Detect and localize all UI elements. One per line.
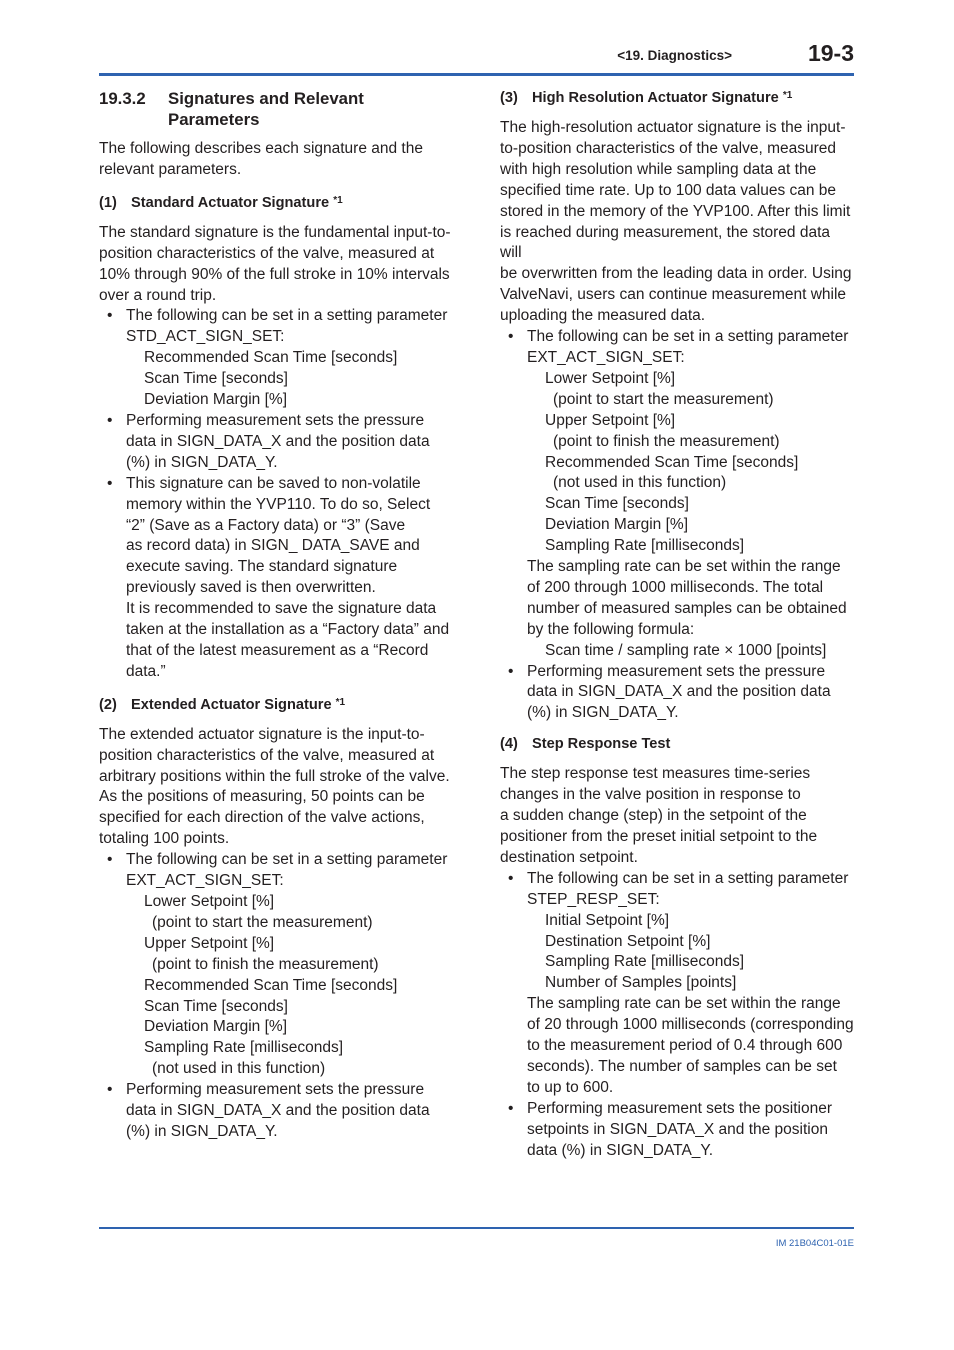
text-line: memory within the YVP110. To do so, Select xyxy=(126,495,431,513)
text-line: STEP_RESP_SET: xyxy=(527,890,660,908)
text-line: stored in the memory of the YVP100. After this limit xyxy=(500,202,851,220)
bullet-item xyxy=(99,306,453,411)
text-line: position characteristics of the valve, measured at xyxy=(99,746,435,764)
footer-rule xyxy=(99,1227,854,1229)
left-column xyxy=(99,86,453,1143)
text-line: data.” xyxy=(126,662,166,680)
text-line: data in SIGN_DATA_X and the position data xyxy=(126,432,430,450)
text-line: changes in the valve position in response to xyxy=(500,786,801,804)
header-rule xyxy=(99,73,854,76)
parameter-item: Lower Setpoint [%] xyxy=(144,893,275,910)
subsection-heading xyxy=(500,734,854,754)
subsection-number: (4) xyxy=(500,736,518,753)
text-line: specified time rate. Up to 100 data values can be xyxy=(500,181,837,199)
subsection-heading xyxy=(500,86,854,108)
text-line: relevant parameters. xyxy=(99,160,242,178)
document-id: IM 21B04C01-01E xyxy=(775,1238,854,1249)
bullet-item xyxy=(500,662,854,725)
chapter-header: <19. Diagnostics> xyxy=(617,48,732,63)
bullet-icon: • xyxy=(508,869,514,887)
text-line: to the measurement period of 0.4 through 600 xyxy=(527,1037,843,1055)
parameter-note: (not used in this function) xyxy=(553,474,727,492)
text-line: The step response test measures time-series xyxy=(500,765,811,783)
bullet-icon: • xyxy=(107,1081,113,1099)
text-line: The standard signature is the fundamental input-to- xyxy=(99,223,451,241)
bullet-icon: • xyxy=(508,1099,514,1117)
text-line: position characteristics of the valve, measured at xyxy=(99,244,435,262)
paragraph xyxy=(99,223,453,307)
text-line: by the following formula: xyxy=(527,620,695,638)
bullet-icon: • xyxy=(508,328,514,346)
subsection-heading xyxy=(99,693,453,715)
subsection-title: High Resolution Actuator Signature xyxy=(532,90,783,106)
parameter-item: Deviation Margin [%] xyxy=(144,391,288,409)
parameter-item: Sampling Rate [milliseconds] xyxy=(144,1039,344,1057)
section-title-line: Signatures and Relevant xyxy=(168,89,364,108)
text-line: 10% through 90% of the full stroke in 10% intervals xyxy=(99,265,450,283)
footnote-mark: *1 xyxy=(333,194,343,206)
parameter-item: Sampling Rate [milliseconds] xyxy=(545,953,745,971)
text-line: It is recommended to save the signature data xyxy=(126,600,437,618)
subsection-title: Standard Actuator Signature xyxy=(131,194,334,211)
text-line: to up to 600. xyxy=(527,1078,614,1096)
subsection-number: (1) xyxy=(99,194,117,211)
parameter-note: (point to start the measurement) xyxy=(152,913,373,931)
text-line: STD_ACT_SIGN_SET: xyxy=(126,328,285,346)
parameter-item: Scan Time [seconds] xyxy=(545,495,689,513)
text-line: of 200 through 1000 milliseconds. The total xyxy=(527,578,824,596)
parameter-item: Recommended Scan Time [seconds] xyxy=(144,349,398,367)
text-line: as record data) in SIGN_ DATA_SAVE and xyxy=(126,537,420,555)
bullet-icon: • xyxy=(107,307,113,325)
subsection-number: (2) xyxy=(99,696,117,713)
text-line: totaling 100 points. xyxy=(99,830,230,848)
formula: Scan time / sampling rate × 1000 [points] xyxy=(545,641,827,659)
section-title xyxy=(99,88,453,130)
text-line: The sampling rate can be set within the range xyxy=(527,558,841,576)
text-line: The following can be set in a setting parameter xyxy=(527,328,849,346)
parameter-item: Recommended Scan Time [seconds] xyxy=(545,453,799,471)
text-line: positioner from the preset initial setpoint to the xyxy=(500,828,818,845)
bullet-item xyxy=(99,850,453,1080)
text-line: The sampling rate can be set within the range xyxy=(527,995,841,1013)
text-line: over a round trip. xyxy=(99,286,217,304)
text-line: arbitrary positions within the full stroke of the valve. xyxy=(99,767,450,785)
subsection-number: (3) xyxy=(500,90,518,106)
parameter-item: Deviation Margin [%] xyxy=(545,516,689,534)
bullet-item xyxy=(99,411,453,474)
bullet-item xyxy=(99,474,453,683)
text-line: setpoints in SIGN_DATA_X and the position xyxy=(527,1120,828,1138)
bullet-icon: • xyxy=(107,474,113,492)
text-line: The high-resolution actuator signature is the input- xyxy=(500,119,846,136)
parameter-item: Recommended Scan Time [seconds] xyxy=(144,976,398,994)
text-line: number of measured samples can be obtained xyxy=(527,599,847,617)
parameter-item: Initial Setpoint [%] xyxy=(545,911,670,929)
text-line: Performing measurement sets the pressure xyxy=(527,662,826,680)
text-line: be overwritten from the leading data in order. Using xyxy=(500,265,852,283)
section-title-line: Parameters xyxy=(168,110,260,129)
text-line: (%) in SIGN_DATA_Y. xyxy=(527,704,679,722)
right-column xyxy=(500,86,854,1162)
bullet-icon: • xyxy=(508,662,514,680)
bullet-item xyxy=(500,327,854,662)
text-line: (%) in SIGN_DATA_Y. xyxy=(126,453,278,471)
text-line: (%) in SIGN_DATA_Y. xyxy=(126,1122,278,1140)
text-line: that of the latest measurement as a “Record xyxy=(126,641,429,659)
text-line: execute saving. The standard signature xyxy=(126,558,398,576)
parameter-item: Lower Setpoint [%] xyxy=(545,369,676,387)
text-line: EXT_ACT_SIGN_SET: xyxy=(126,872,284,890)
text-line: EXT_ACT_SIGN_SET: xyxy=(527,348,685,366)
page-number: 19-3 xyxy=(807,40,854,66)
text-line: As the positions of measuring, 50 points can be xyxy=(99,788,425,806)
subsection-heading xyxy=(99,191,453,213)
text-line: uploading the measured data. xyxy=(500,307,706,325)
text-line: This signature can be saved to non-volatile xyxy=(126,474,421,492)
text-line: previously saved is then overwritten. xyxy=(126,579,376,597)
text-line: destination setpoint. xyxy=(500,848,638,866)
text-line: a sudden change (step) in the setpoint of the xyxy=(500,807,807,825)
text-line: The following can be set in a setting parameter xyxy=(126,307,448,325)
parameter-item: Scan Time [seconds] xyxy=(144,997,288,1015)
parameter-note: (not used in this function) xyxy=(152,1060,326,1078)
text-line: seconds). The number of samples can be set xyxy=(527,1057,837,1075)
text-line: specified for each direction of the valve actions, xyxy=(99,809,425,827)
parameter-item: Upper Setpoint [%] xyxy=(144,934,275,952)
parameter-note: (point to finish the measurement) xyxy=(152,955,379,973)
parameter-note: (point to finish the measurement) xyxy=(553,432,780,450)
text-line: The extended actuator signature is the input-to- xyxy=(99,725,425,743)
parameter-item: Upper Setpoint [%] xyxy=(545,411,676,429)
section-number: 19.3.2 xyxy=(99,89,146,108)
paragraph xyxy=(500,764,854,869)
text-line: The following can be set in a setting parameter xyxy=(126,851,448,869)
intro-paragraph xyxy=(99,139,453,181)
text-line: Performing measurement sets the pressure xyxy=(126,1081,425,1099)
paragraph xyxy=(99,725,453,850)
text-line: The following describes each signature and the xyxy=(99,140,423,157)
text-line: to-position characteristics of the valve, measured xyxy=(500,139,836,157)
bullet-icon: • xyxy=(107,411,113,429)
parameter-item: Number of Samples [points] xyxy=(545,974,737,992)
text-line: ValveNavi, users can continue measurement while xyxy=(500,286,847,304)
text-line: taken at the installation as a “Factory data” and xyxy=(126,621,450,639)
bullet-item xyxy=(500,869,854,1099)
bullet-icon: • xyxy=(107,851,113,869)
text-line: is reached during measurement, the stored data will xyxy=(500,223,830,262)
parameter-item: Deviation Margin [%] xyxy=(144,1018,288,1036)
bullet-item xyxy=(500,1099,854,1162)
text-line: Performing measurement sets the positioner xyxy=(527,1099,832,1117)
parameter-note: (point to start the measurement) xyxy=(553,390,774,408)
paragraph xyxy=(500,118,854,327)
bullet-item xyxy=(99,1080,453,1143)
text-line: “2” (Save as a Factory data) or “3” (Save xyxy=(126,516,406,534)
text-line: data in SIGN_DATA_X and the position data xyxy=(527,683,831,701)
footnote-mark: *1 xyxy=(335,696,346,708)
subsection-title: Step Response Test xyxy=(532,736,671,753)
footnote-mark: *1 xyxy=(782,90,793,101)
text-line: The following can be set in a setting parameter xyxy=(527,869,849,887)
text-line: of 20 through 1000 milliseconds (corresponding xyxy=(527,1016,854,1034)
subsection-title: Extended Actuator Signature xyxy=(131,696,336,713)
text-line: data (%) in SIGN_DATA_Y. xyxy=(527,1141,714,1159)
parameter-item: Sampling Rate [milliseconds] xyxy=(545,537,745,555)
text-line: Performing measurement sets the pressure xyxy=(126,411,425,429)
parameter-item: Scan Time [seconds] xyxy=(144,370,288,388)
parameter-item: Destination Setpoint [%] xyxy=(545,932,711,950)
text-line: with high resolution while sampling data at the xyxy=(500,160,817,178)
text-line: data in SIGN_DATA_X and the position data xyxy=(126,1102,430,1120)
